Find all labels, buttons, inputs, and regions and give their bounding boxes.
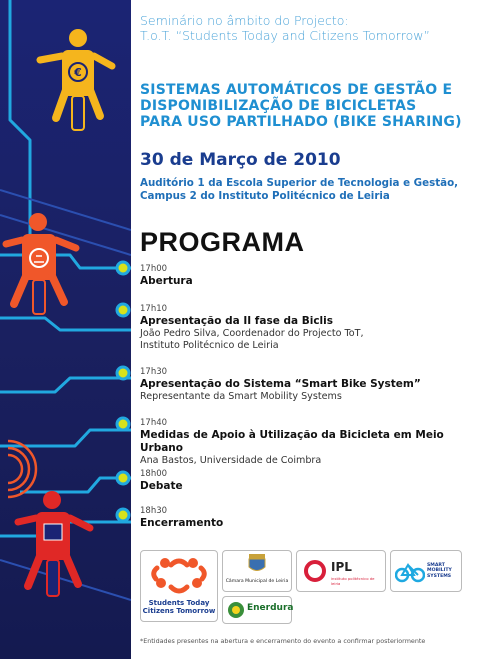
program-title: Debate [140,480,183,492]
decorative-cyclists-artwork [0,0,131,659]
logo-students-today [140,550,218,622]
program-title: Encerramento [140,517,224,529]
programa-heading: PROGRAMA [140,227,305,257]
event-date: 30 de Março de 2010 [140,150,341,170]
program-title: Abertura [140,275,193,287]
enerdura-label: Enerdura [247,603,294,613]
logo-smart-mobility [390,550,462,592]
partner-logos [140,550,492,630]
crest-icon [223,551,291,575]
program-title: Medidas de Apoio à Utilização da Bicicleta em Meio Urbano [140,429,444,454]
tot-line-2: Citizens Tomorrow [142,607,216,615]
program-time: 17h30 [140,367,168,377]
program-speaker: Representante da Smart Mobility Systems [140,391,342,402]
event-title-line-2: DISPONIBILIZAÇÃO DE BICICLETAS [140,98,417,114]
logo-camara-leiria [222,550,292,592]
tot-line-1: Students Today [148,599,210,607]
tot-people-icon [141,551,217,595]
ipl-ring-icon [303,559,327,583]
seminar-line-2: T.o.T. “Students Today and Citizens Tomorrow” [140,28,430,43]
event-title-line-3: PARA USO PARTILHADO (BIKE SHARING) [140,114,462,130]
smart-line-1: SMART [427,563,445,568]
program-item [140,469,490,493]
venue-line-1: Auditório 1 da Escola Superior de Tecnologia e Gestão, [140,177,459,189]
ipl-label: IPL [331,560,352,574]
program-title: Apresentação do Sistema “Smart Bike System” [140,378,421,390]
smart-logo-text [427,563,452,579]
program-speaker: João Pedro Silva, Coordenador do Projecto ToT, [140,328,364,339]
bicycle-icon [395,561,425,583]
smart-line-2: MOBILITY [427,568,452,574]
camara-label: Câmara Municipal de Leiria [225,579,289,584]
ipl-sublabel: instituto politécnico de leiria [331,576,375,586]
program-time: 18h30 [140,506,168,516]
seminar-subtitle [140,13,430,43]
program-time: 18h00 [140,469,168,479]
program-item [140,304,490,352]
program-item [140,418,490,467]
event-venue [140,177,458,203]
seminar-line-1: Seminário no âmbito do Projecto: [140,13,349,28]
smart-line-3: SYSTEMS [427,573,452,579]
event-title [140,82,462,130]
svg-text:€: € [74,66,82,79]
logo-enerdura [222,596,292,624]
tot-logo-text [141,599,217,615]
venue-line-2: Campus 2 do Instituto Politécnico de Leiria [140,190,390,202]
event-title-line-1: SISTEMAS AUTOMÁTICOS DE GESTÃO E [140,82,453,98]
program-affiliation: Instituto Politécnico de Leiria [140,340,279,351]
enerdura-icon [227,601,245,619]
footnote: *Entidades presentes na abertura e encerramento do evento a confirmar posteriormente [140,637,426,645]
program-time: 17h00 [140,264,168,274]
program-time: 17h10 [140,304,168,314]
program-item [140,367,490,403]
program-speaker: Ana Bastos, Universidade de Coimbra [140,455,322,466]
program-item [140,264,490,288]
program-item [140,506,490,530]
program-title: Apresentação da II fase da Biclis [140,315,334,327]
logo-ipl [296,550,386,592]
program-time: 17h40 [140,418,168,428]
